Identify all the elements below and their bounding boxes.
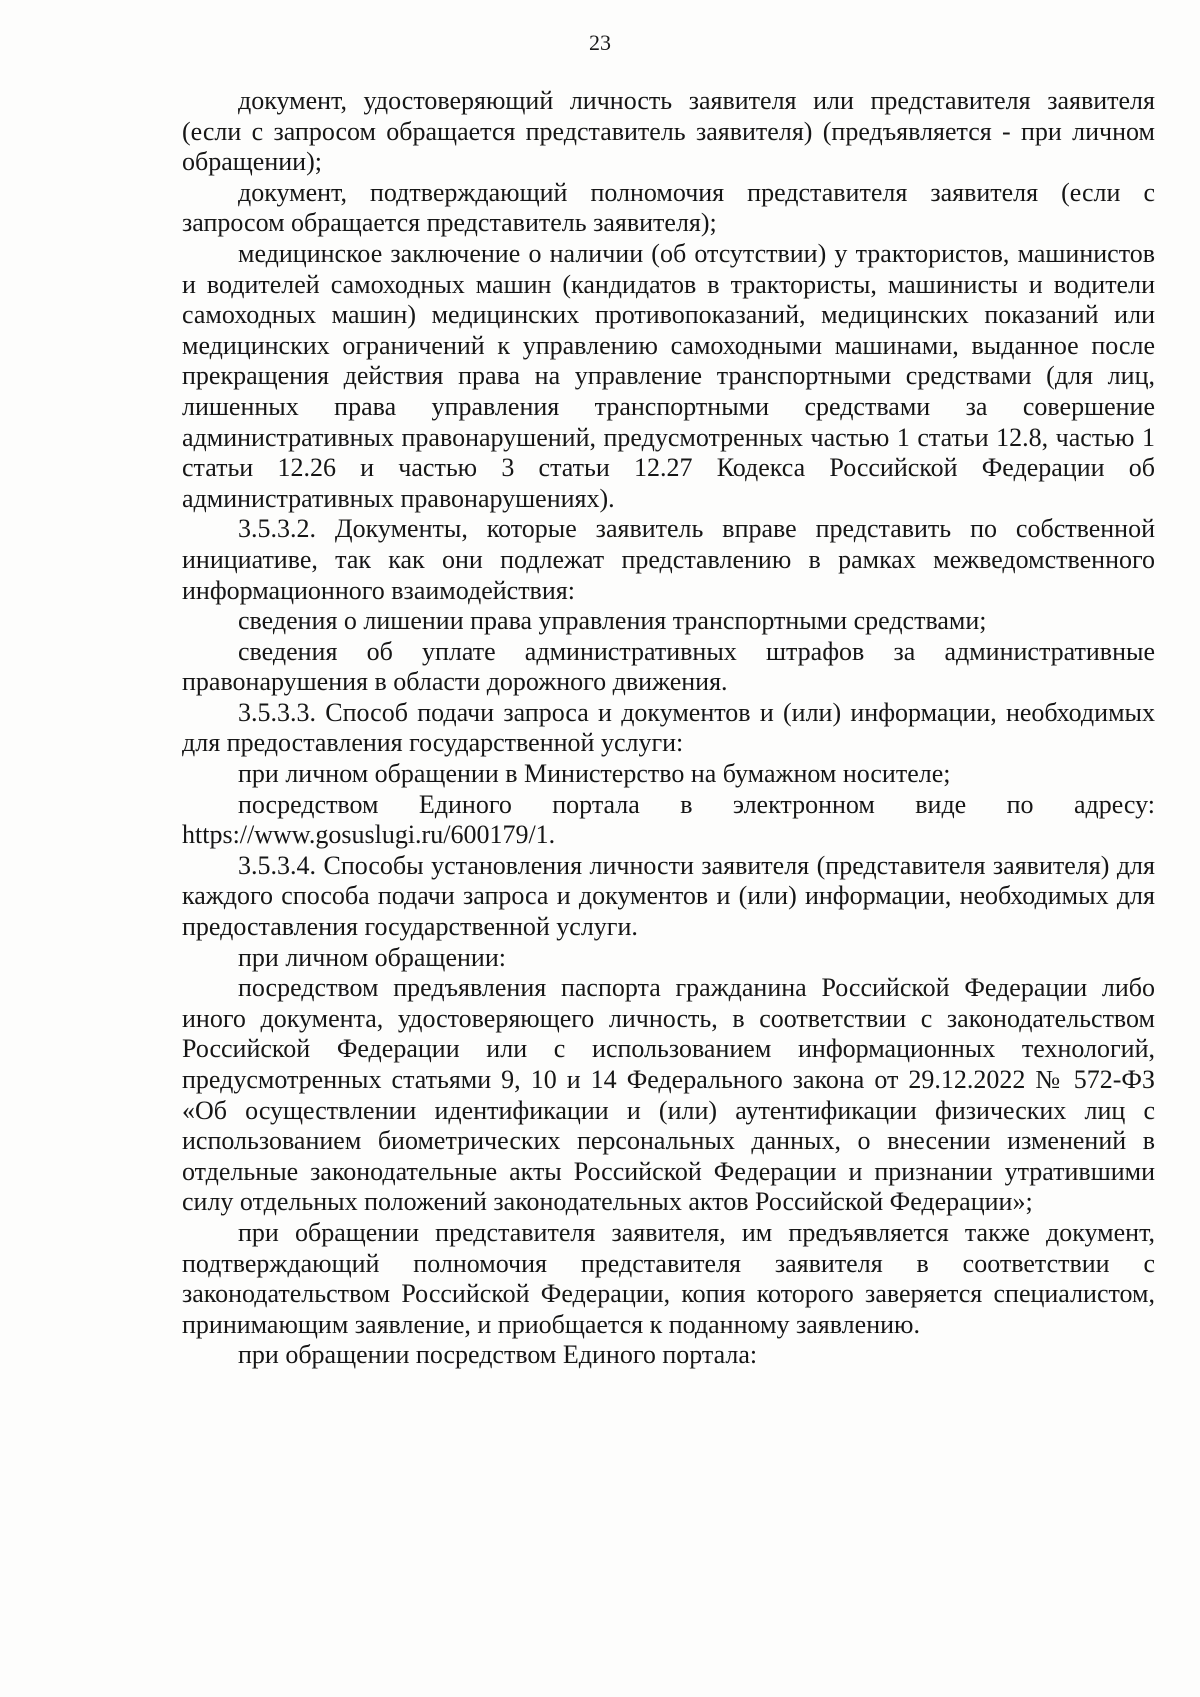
paragraph-in-person-heading: при личном обращении: <box>238 942 506 972</box>
paragraph-identity-document: документ, удостоверяющий личность заявителя или представителя заявителя (если с запросом обращается представитель заявителя) (предъявляется - при личном обращении); <box>182 86 1155 177</box>
document-body <box>182 86 1155 1371</box>
paragraph-3-5-3-4: 3.5.3.4. Способы установления личности заявителя (представителя заявителя) для каждого способа подачи запроса и документов и (или) информации, необходимых для предоставления государственной услуги. <box>182 850 1155 942</box>
paragraph-passport-identification: посредством предъявления паспорта гражданина Российской Федерации либо иного документа, удостоверяющего личность, в соответствии с законодательством Российской Федерации или с использованием информационных технологий, предусмотренных статьями 9, 10 и 14 Федерального закона от 29.12.2022 № 572-ФЗ «Об осуществлении идентификации и (или) аутентификации физических лиц с использованием биометрических персональных данных, о внесении изменений в отдельные законодательные акты Российской Федерации и признании утратившими силу отдельных положений законодательных актов Российской Федерации»; <box>182 973 1155 1217</box>
paragraph-3-5-3-3: 3.5.3.3. Способ подачи запроса и документов и (или) информации, необходимых для предоставления государственной услуги: <box>182 697 1155 758</box>
page-number: 23 <box>589 30 611 55</box>
paragraph-3-5-3-2: 3.5.3.2. Документы, которые заявитель вправе представить по собственной инициативе, так как они подлежат представлению в рамках межведомственного информационного взаимодействия: <box>182 514 1155 605</box>
paragraph-deprivation-info: сведения о лишении права управления транспортными средствами; <box>238 606 987 636</box>
paragraph-representative: при обращении представителя заявителя, им предъявляется также документ, подтверждающий полномочия представителя заявителя в соответствии с законодательством Российской Федерации, копия которого заверяется специалистом, принимающим заявление, и приобщается к поданному заявлению. <box>182 1217 1155 1339</box>
paragraph-portal-heading: при обращении посредством Единого портала: <box>238 1340 758 1370</box>
paragraph-fines-info: сведения об уплате административных штрафов за административные правонарушения в области дорожного движения. <box>182 636 1155 697</box>
paragraph-portal-url: посредством Единого портала в электронном виде по адресу: https://www.gosuslugi.ru/600179/1. <box>182 789 1155 850</box>
paragraph-authority-document: документ, подтверждающий полномочия представителя заявителя (если с запросом обращается представитель заявителя); <box>182 177 1155 238</box>
paragraph-in-person-paper: при личном обращении в Министерство на бумажном носителе; <box>238 759 951 789</box>
paragraph-medical-conclusion: медицинское заключение о наличии (об отсутствии) у трактористов, машинистов и водителей самоходных машин (кандидатов в трактористы, машинисты и водители самоходных машин) медицинских противопоказаний, медицинских показаний или медицинских ограничений к управлению самоходными машинами, выданное после прекращения действия права на управление транспортными средствами (для лиц, лишенных права управления транспортными средствами за совершение административных правонарушений, предусмотренных частью 1 статьи 12.8, частью 1 статьи 12.26 и частью 3 статьи 12.27 Кодекса Российской Федерации об административных правонарушениях). <box>182 238 1155 513</box>
